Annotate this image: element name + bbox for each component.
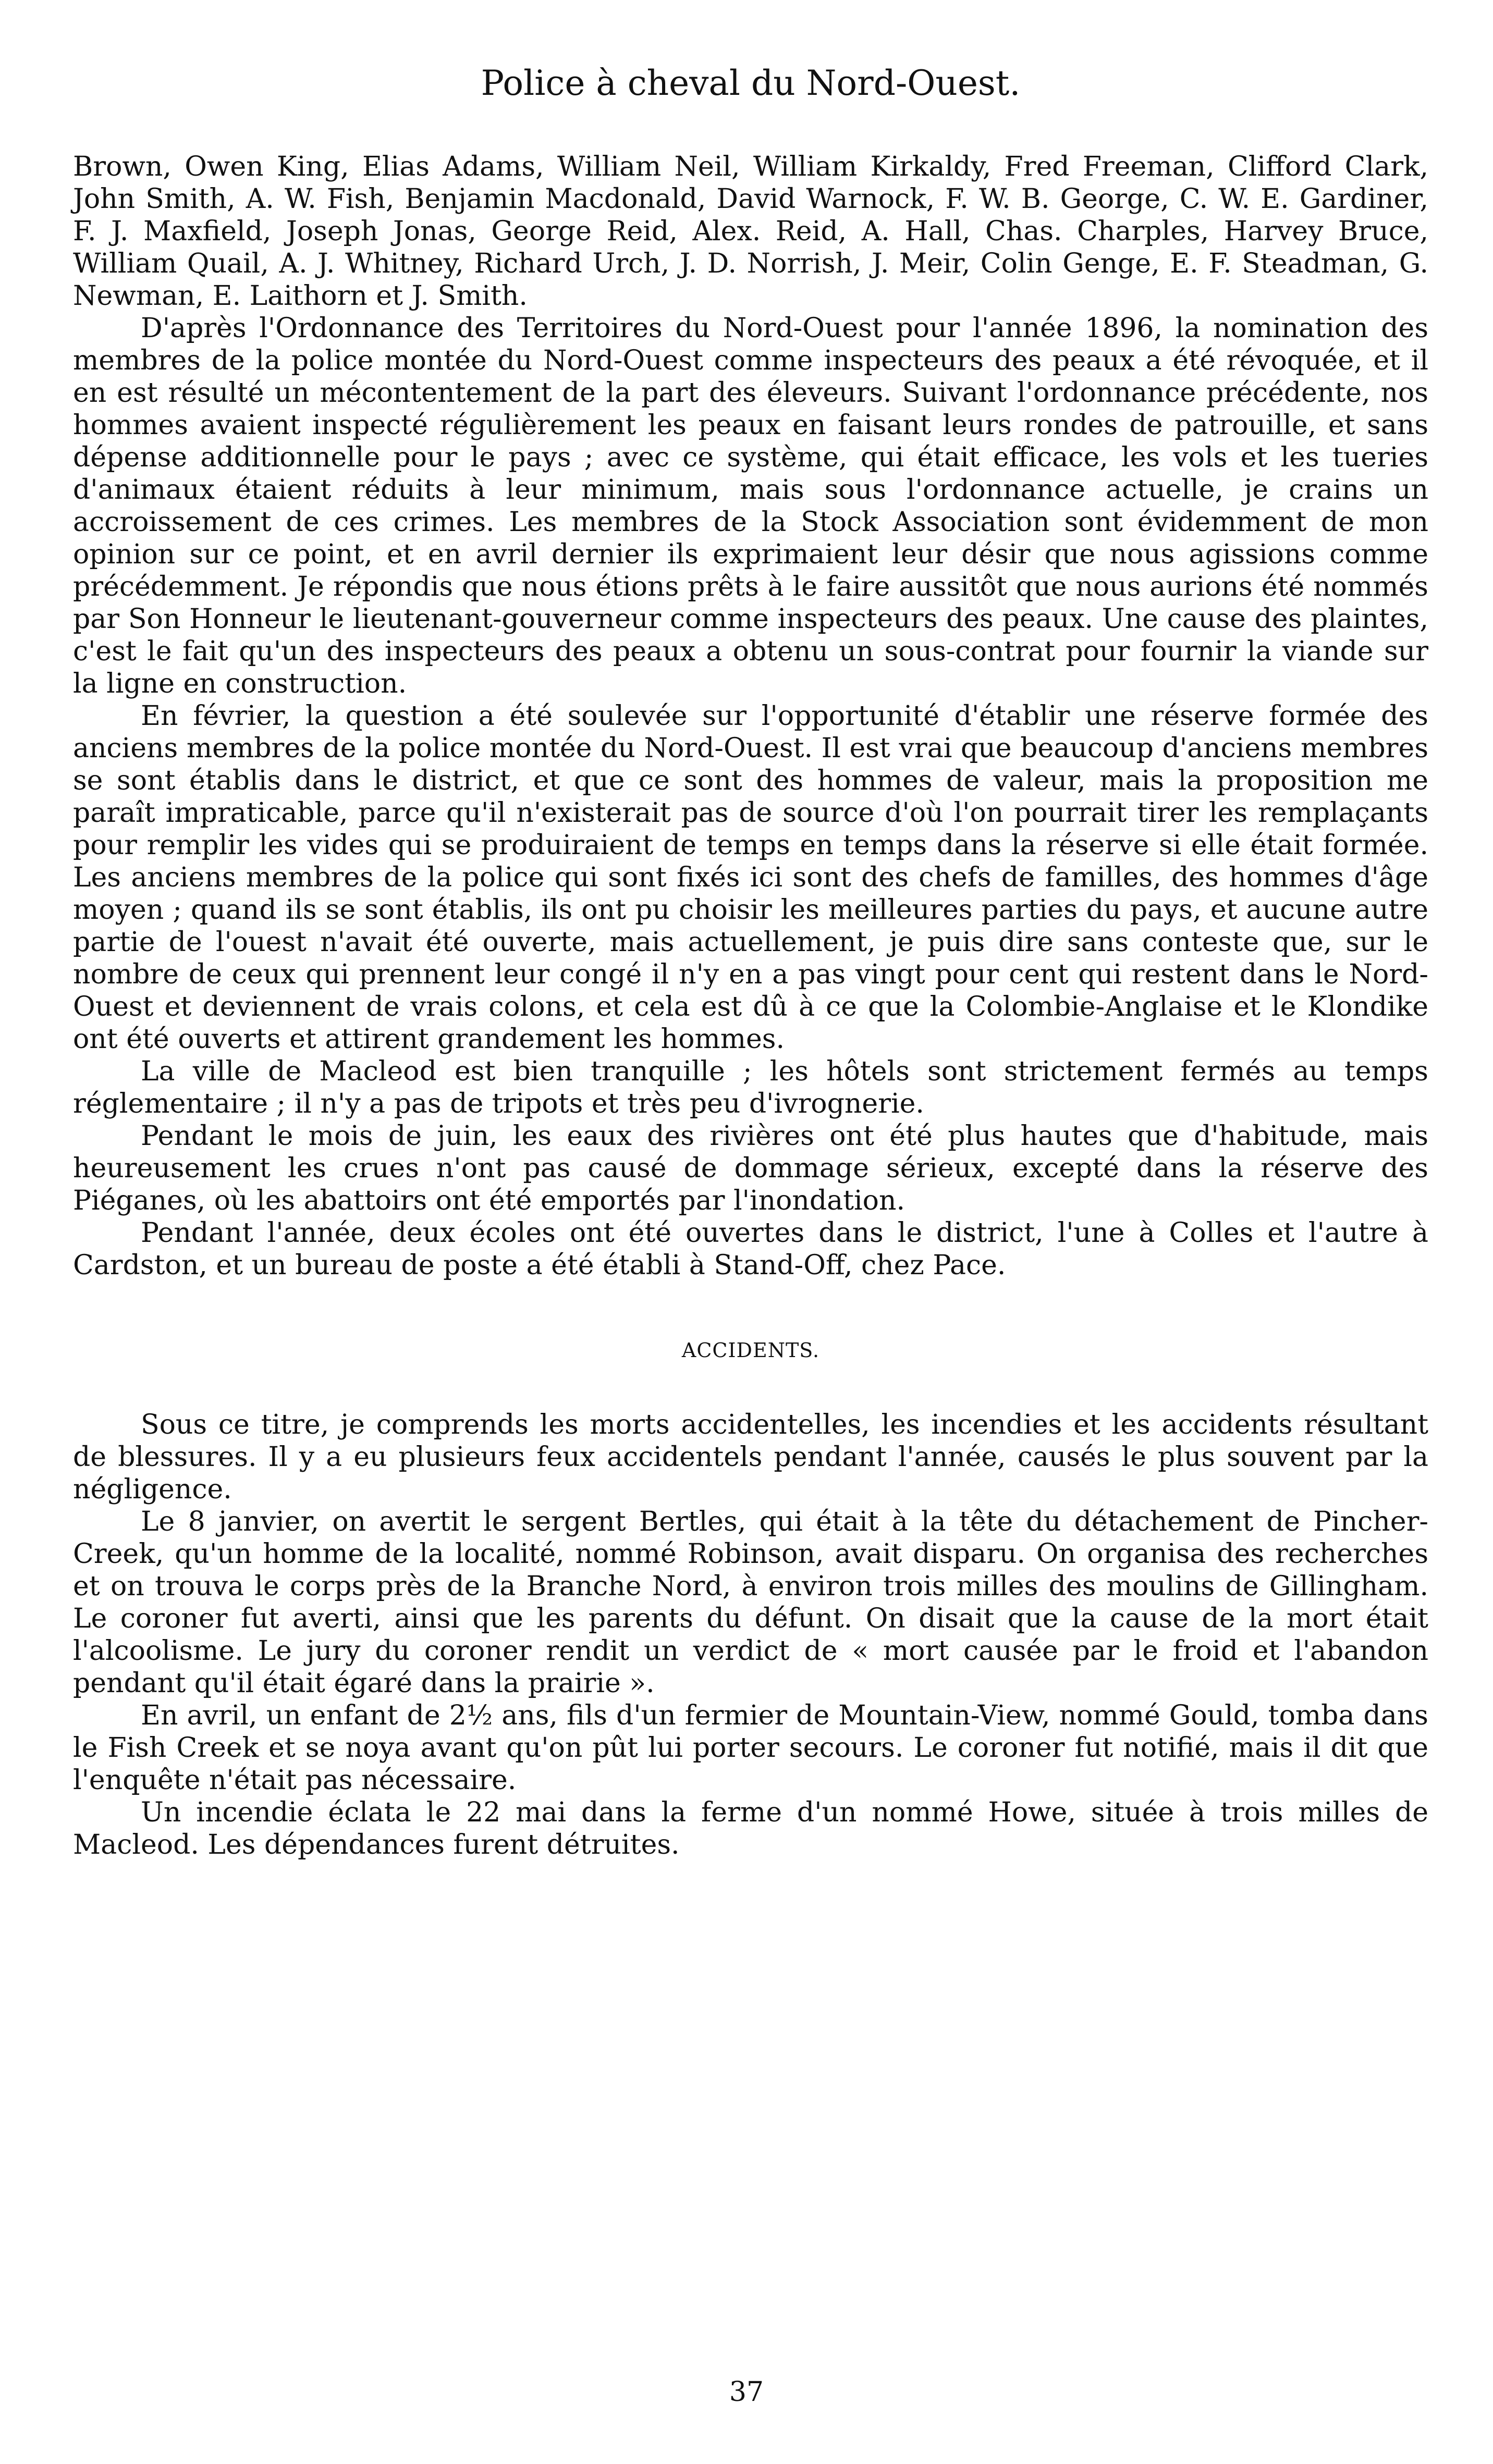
paragraph-accidents-intro: Sous ce titre, je comprends les morts accidentelles, les incendies et les accidents résultant de blessures. Il y a eu plusieurs feux accidentels pendant l'année, causés le plus souvent par la négligence. xyxy=(73,1409,1428,1506)
accidents-text xyxy=(73,1409,1428,1861)
paragraph-ecoles: Pendant l'année, deux écoles ont été ouvertes dans le district, l'une à Colles et l'autre à Cardston, et un bureau de poste a été établi à Stand-Off, chez Pace. xyxy=(73,1217,1428,1282)
document-page xyxy=(73,63,1428,1861)
paragraph-accidents-janvier: Le 8 janvier, on avertit le sergent Bertles, qui était à la tête du détachement de Pincher-Creek, qu'un homme de la localité, nommé Robinson, avait disparu. On organisa des recherches et on trouva le corps près de la Branche Nord, à environ trois milles des moulins de Gillingham. Le coroner fut averti, ainsi que les parents du défunt. On disait que la cause de la mort était l'alcoolisme. Le jury du coroner rendit un verdict de « mort causée par le froid et l'abandon pendant qu'il était égaré dans la prairie ». xyxy=(73,1506,1428,1699)
page-title: Police à cheval du Nord-Ouest. xyxy=(481,63,1021,103)
page-number: 37 xyxy=(729,2376,764,2408)
paragraph-accidents-avril: En avril, un enfant de 2½ ans, fils d'un fermier de Mountain-View, nommé Gould, tomba dans le Fish Creek et se noya avant qu'on pût lui porter secours. Le coroner fut notifié, mais il dit que l'enquête n'était pas nécessaire. xyxy=(73,1700,1428,1796)
paragraph-juin: Pendant le mois de juin, les eaux des rivières ont été plus hautes que d'habitude, mais heureusement les crues n'ont pas causé de dommage sérieux, excepté dans la réserve des Piéganes, où les abattoirs ont été emportés par l'inondation. xyxy=(73,1120,1428,1217)
paragraph-ordonnance: D'après l'Ordonnance des Territoires du Nord-Ouest pour l'année 1896, la nomination des membres de la police montée du Nord-Ouest comme inspecteurs des peaux a été révoquée, et il en est résulté un mécontentement de la part des éleveurs. Suivant l'ordonnance précédente, nos hommes avaient inspecté régulièrement les peaux en faisant leurs rondes de patrouille, et sans dépense additionnelle pour le pays ; avec ce système, qui était efficace, les vols et les tueries d'animaux étaient réduits à leur minimum, mais sous l'ordonnance actuelle, je crains un accroissement de ces crimes. Les membres de la Stock Association sont évidemment de mon opinion sur ce point, et en avril dernier ils exprimaient leur désir que nous agissions comme précédemment. Je répondis que nous étions prêts à le faire aussitôt que nous aurions été nommés par Son Honneur le lieutenant-gouverneur comme inspecteurs des peaux. Une cause des plaintes, c'est le fait qu'un des inspecteurs des peaux a obtenu un sous-contrat pour fournir la viande sur la ligne en construction. xyxy=(73,313,1428,700)
paragraph-names-list: Brown, Owen King, Elias Adams, William Neil, William Kirkaldy, Fred Freeman, Clifford Clark, John Smith, A. W. Fish, Benjamin Macdonald, David Warnock, F. W. B. George, C. W. E. Gardiner, F. J. Maxfield, Joseph Jonas, George Reid, Alex. Reid, A. Hall, Chas. Charples, Harvey Bruce, William Quail, A. J. Whitney, Richard Urch, J. D. Norrish, J. Meir, Colin Genge, E. F. Steadman, G. Newman, E. Laithorn et J. Smith. xyxy=(73,151,1428,312)
paragraph-reserve: En février, la question a été soulevée sur l'opportunité d'établir une réserve formée des anciens membres de la police montée du Nord-Ouest. Il est vrai que beaucoup d'anciens membres se sont établis dans le district, et que ce sont des hommes de valeur, mais la proposition me paraît impraticable, parce qu'il n'existerait pas de source d'où l'on pourrait tirer les remplaçants pour remplir les vides qui se produiraient de temps en temps dans la réserve si elle était formée. Les anciens membres de la police qui sont fixés ici sont des chefs de familles, des hommes d'âge moyen ; quand ils se sont établis, ils ont pu choisir les meilleures parties du pays, et aucune autre partie de l'ouest n'avait été ouverte, mais actuellement, je puis dire sans conteste que, sur le nombre de ceux qui prennent leur congé il n'y en a pas vingt pour cent qui restent dans le Nord-Ouest et deviennent de vrais colons, et cela est dû à ce que la Colombie-Anglaise et le Klondike ont été ouverts et attirent grandement les hommes. xyxy=(73,700,1428,1055)
body-text xyxy=(73,151,1428,1282)
section-heading-accidents: ACCIDENTS. xyxy=(681,1339,820,1362)
paragraph-accidents-mai: Un incendie éclata le 22 mai dans la ferme d'un nommé Howe, située à trois milles de Macleod. Les dépendances furent détruites. xyxy=(73,1797,1428,1861)
paragraph-macleod: La ville de Macleod est bien tranquille ; les hôtels sont strictement fermés au temps réglementaire ; il n'y a pas de tripots et très peu d'ivrognerie. xyxy=(73,1056,1428,1120)
